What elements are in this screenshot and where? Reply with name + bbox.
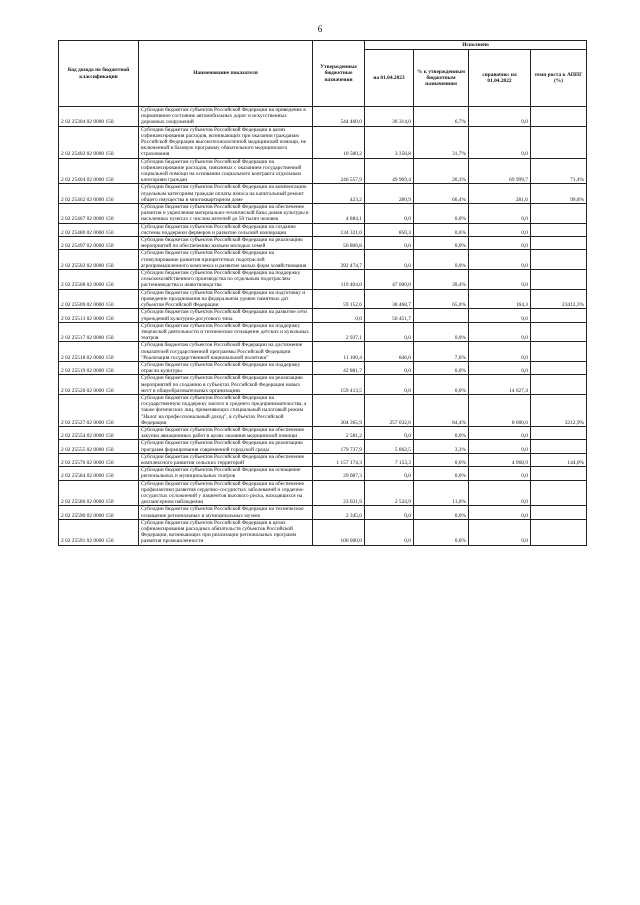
cell-ref: 0,0 xyxy=(469,309,531,322)
cell-code: 2 02 25404 02 0000 150 xyxy=(59,158,139,184)
table-row xyxy=(59,322,587,342)
cell-pct: 31,7% xyxy=(414,126,469,158)
cell-rate xyxy=(531,223,587,236)
cell-code: 2 02 25576 02 0000 150 xyxy=(59,453,139,466)
cell-rate xyxy=(531,309,587,322)
cell-exec: 850,3 xyxy=(365,223,414,236)
cell-plan: 392 474,7 xyxy=(313,250,365,270)
cell-rate: 3212,9% xyxy=(531,394,587,426)
cell-rate: 23412,3% xyxy=(531,289,587,309)
cell-ref: 0,0 xyxy=(469,467,531,480)
cell-name: Субсидии бюджетам субъектов Российской Федерации на стимулирование развития приоритетных подотраслей агропромышленного комплекса и развитие малых форм хозяйствования xyxy=(139,250,313,270)
budget-execution-table xyxy=(58,40,587,546)
table-row xyxy=(59,467,587,480)
cell-name: Субсидии бюджетам субъектов Российской Федерации на создание системы поддержки фермеров и развитие сельской кооперации xyxy=(139,223,313,236)
table-row xyxy=(59,453,587,466)
cell-exec: 0,0 xyxy=(365,519,414,545)
cell-exec: 2 524,9 xyxy=(365,480,414,506)
cell-name: Субсидии бюджетам субъектов Российской Федерации на компенсацию отдельным категориям граждан оплаты взноса на капитальный ремонт общего имущества в многоквартирном доме xyxy=(139,184,313,204)
cell-exec: 7 153,3 xyxy=(365,453,414,466)
cell-name: Субсидии бюджетам субъектов Российской Федерации на обеспечение закупки авиационных работ в целях оказания медицинской помощи xyxy=(139,426,313,439)
cell-code: 2 02 25518 02 0000 150 xyxy=(59,342,139,362)
cell-exec: 3 356,8 xyxy=(365,126,414,158)
cell-ref: 0,0 xyxy=(469,361,531,374)
cell-ref: 164,3 xyxy=(469,289,531,309)
cell-name: Субсидии бюджетам субъектов Российской Федерации в целях софинансирования расходных обязательств субъектов Российской Федерации, возникающих при реализации региональных программ развития промышленности xyxy=(139,519,313,545)
cell-pct: 11,0% xyxy=(414,480,469,506)
page-number: 6 xyxy=(317,24,323,34)
cell-exec: 47 000,0 xyxy=(365,270,414,290)
cell-name: Субсидии бюджетам субъектов Российской Федерации на обеспечение комплексного развития сельских территорий xyxy=(139,453,313,466)
cell-rate xyxy=(531,440,587,453)
cell-plan: 100 000,0 xyxy=(313,519,365,545)
cell-exec: 0,0 xyxy=(365,375,414,395)
cell-ref: 4 968,9 xyxy=(469,453,531,466)
cell-rate xyxy=(531,342,587,362)
cell-pct: 0,6% xyxy=(414,453,469,466)
cell-code: 2 02 25584 02 0000 150 xyxy=(59,467,139,480)
cell-plan: 119 404,0 xyxy=(313,270,365,290)
cell-ref: 0,0 xyxy=(469,250,531,270)
cell-rate xyxy=(531,250,587,270)
cell-code: 2 02 25480 02 0000 150 xyxy=(59,223,139,236)
cell-exec: 0,0 xyxy=(365,204,414,224)
cell-plan: 159 413,5 xyxy=(313,375,365,395)
cell-exec: 5 862,5 xyxy=(365,440,414,453)
cell-code: 2 02 25497 02 0000 150 xyxy=(59,237,139,250)
cell-plan: 29 087,3 xyxy=(313,467,365,480)
cell-code: 2 02 25519 02 0000 150 xyxy=(59,361,139,374)
cell-ref: 0,0 xyxy=(469,126,531,158)
cell-plan: 0,0 xyxy=(313,309,365,322)
cell-code: 2 02 25467 02 0000 150 xyxy=(59,204,139,224)
header-ref: справочно: на 01.04.2022 xyxy=(469,50,531,107)
table-row xyxy=(59,126,587,158)
table-row xyxy=(59,375,587,395)
table-row xyxy=(59,204,587,224)
cell-plan: 23 031,9 xyxy=(313,480,365,506)
cell-ref: 0,0 xyxy=(469,322,531,342)
cell-name: Субсидия бюджетам субъектов Российской Федерации на достижение показателей государственной программы Российской Федерации "Реализация государственной национальной политики" xyxy=(139,342,313,362)
cell-code: 2 02 25520 02 0000 150 xyxy=(59,375,139,395)
cell-plan: 42 881,7 xyxy=(313,361,365,374)
cell-pct: 0,0% xyxy=(414,426,469,439)
cell-plan: 134 321,0 xyxy=(313,223,365,236)
header-name: Наименование показателя xyxy=(139,41,313,107)
cell-code: 2 02 25591 02 0000 150 xyxy=(59,519,139,545)
cell-rate xyxy=(531,237,587,250)
cell-pct: 84,4% xyxy=(414,394,469,426)
cell-pct: 20,3% xyxy=(414,158,469,184)
cell-rate xyxy=(531,204,587,224)
cell-plan: 59 152,6 xyxy=(313,289,365,309)
cell-name: Субсидии бюджетам субъектов Российской Федерации на поддержку отрасли культуры xyxy=(139,361,313,374)
cell-plan: 304 365,9 xyxy=(313,394,365,426)
header-plan: Утвержденные бюджетные назначения xyxy=(313,41,365,107)
table-row xyxy=(59,426,587,439)
cell-ref: 0,0 xyxy=(469,426,531,439)
cell-plan: 2 937,1 xyxy=(313,322,365,342)
cell-name: Субсидии бюджетам субъектов Российской Федерации на поддержку творческой деятельности и техническое оснащение детских и кукольных театров xyxy=(139,322,313,342)
cell-code: 2 02 25517 02 0000 150 xyxy=(59,322,139,342)
cell-code: 2 02 25554 02 0000 150 xyxy=(59,426,139,439)
cell-name: Субсидии бюджетам субъектов Российской Федерации на реализацию мероприятий по созданию в субъектах Российской Федерации новых мест в общеобразовательных организациях xyxy=(139,375,313,395)
header-execution-group: Исполнено xyxy=(365,41,587,50)
cell-ref: 0,0 xyxy=(469,107,531,127)
cell-exec: 49 969,4 xyxy=(365,158,414,184)
cell-pct: 0,0% xyxy=(414,506,469,519)
cell-plan: 2 345,0 xyxy=(313,506,365,519)
cell-plan: 179 737,9 xyxy=(313,440,365,453)
cell-name: Субсидии бюджетам субъектов Российской Федерации на реализацию мероприятий по обеспечению жильем молодых семей xyxy=(139,237,313,250)
cell-exec: 280,9 xyxy=(365,184,414,204)
cell-exec: 0,0 xyxy=(365,467,414,480)
cell-name: Субсидии бюджетам субъектов Российской Федерации на государственную поддержку малого и среднего предпринимательства, а также физических лиц, применяющих специальный налоговый режим "Налог на профессиональный доход", в субъектах Российской Федерации xyxy=(139,394,313,426)
cell-rate xyxy=(531,322,587,342)
cell-exec: 56 451,7 xyxy=(365,309,414,322)
cell-plan: 50 806,8 xyxy=(313,237,365,250)
cell-rate xyxy=(531,270,587,290)
cell-pct: 0,0% xyxy=(414,467,469,480)
cell-name: Субсидии бюджетам субъектов Российской Федерации на приведение в нормативное состояние автомобильных дорог и искусственных дорожных сооружений xyxy=(139,107,313,127)
cell-pct: 0,0% xyxy=(414,204,469,224)
cell-ref: 0,0 xyxy=(469,342,531,362)
cell-name: Субсидии бюджетам субъектов Российской Федерации на оснащение региональных и муниципальных театров xyxy=(139,467,313,480)
cell-name: Субсидии бюджетам субъектов Российской Федерации на реализацию программ формирования современной городской среды xyxy=(139,440,313,453)
cell-exec: 257 032,6 xyxy=(365,394,414,426)
cell-plan: 1 157 174,3 xyxy=(313,453,365,466)
table-row xyxy=(59,223,587,236)
cell-code: 2 02 25555 02 0000 150 xyxy=(59,440,139,453)
cell-name: Субсидии бюджетам субъектов Российской Федерации на подготовку и проведение празднования на федеральном уровне памятных дат субъектов Российской Федерации xyxy=(139,289,313,309)
cell-name: Субсидии бюджетам субъектов Российской Федерации на поддержку сельскохозяйственного производства по отдельным подотраслям растениеводства и животноводства xyxy=(139,270,313,290)
cell-code: 2 02 25586 02 0000 150 xyxy=(59,480,139,506)
table-row xyxy=(59,158,587,184)
cell-ref: 0,0 xyxy=(469,440,531,453)
table-row xyxy=(59,361,587,374)
cell-pct: 0,0% xyxy=(414,250,469,270)
table-row xyxy=(59,250,587,270)
table-row xyxy=(59,184,587,204)
table-row xyxy=(59,394,587,426)
cell-ref: 281,6 xyxy=(469,184,531,204)
cell-exec: 0,0 xyxy=(365,361,414,374)
cell-rate xyxy=(531,107,587,127)
cell-exec: 0,0 xyxy=(365,426,414,439)
cell-exec: 0,0 xyxy=(365,237,414,250)
cell-plan: 11 100,4 xyxy=(313,342,365,362)
cell-rate xyxy=(531,506,587,519)
cell-pct: 0,0% xyxy=(414,322,469,342)
table-row xyxy=(59,289,587,309)
cell-name: Субсидии бюджетам субъектов Российской Федерации на техническое оснащение региональных и муниципальных музеев xyxy=(139,506,313,519)
cell-pct: 0,6% xyxy=(414,223,469,236)
table-row xyxy=(59,342,587,362)
cell-exec: 36 314,0 xyxy=(365,107,414,127)
cell-ref: 0,0 xyxy=(469,270,531,290)
header-code: Код дохода по бюджетной классификации xyxy=(59,41,139,107)
cell-pct: 65,0% xyxy=(414,289,469,309)
cell-plan: 544 460,0 xyxy=(313,107,365,127)
header-exec: на 01.04.2023 xyxy=(365,50,414,107)
cell-ref: 14 627,4 xyxy=(469,375,531,395)
cell-ref: 0,0 xyxy=(469,506,531,519)
cell-rate xyxy=(531,361,587,374)
cell-rate: 71,4% xyxy=(531,158,587,184)
cell-code: 2 02 25590 02 0000 150 xyxy=(59,506,139,519)
cell-pct: 3,3% xyxy=(414,440,469,453)
cell-ref: 8 000,0 xyxy=(469,394,531,426)
cell-name: Субсидии бюджетам субъектов Российской Федерации на обеспечение профилактики развития сердечно-сосудистых заболеваний и сердечно-сосудистых осложнений у пациентов высокого риска, находящихся на диспансерном наблюдении xyxy=(139,480,313,506)
cell-name: Субсидии бюджетам субъектов Российской Федерации в целях софинансирования расходов, возникающих при оказании гражданам Российской Федерации высокотехнологичной медицинской помощи, не включенной в базовую программу обязательного медицинского страхования xyxy=(139,126,313,158)
cell-rate: 144,0% xyxy=(531,453,587,466)
cell-pct: 0,0% xyxy=(414,375,469,395)
cell-code: 2 02 25509 02 0000 150 xyxy=(59,289,139,309)
cell-exec: 0,0 xyxy=(365,250,414,270)
cell-rate: 99,8% xyxy=(531,184,587,204)
cell-plan: 4 884,1 xyxy=(313,204,365,224)
cell-ref: 0,0 xyxy=(469,237,531,250)
cell-exec: 0,0 xyxy=(365,322,414,342)
cell-code: 2 02 25304 02 0000 150 xyxy=(59,107,139,127)
cell-plan: 10 580,2 xyxy=(313,126,365,158)
cell-code: 2 02 25508 02 0000 150 xyxy=(59,270,139,290)
table-row xyxy=(59,480,587,506)
cell-code: 2 02 25462 02 0000 150 xyxy=(59,184,139,204)
cell-rate xyxy=(531,480,587,506)
cell-pct: 6,7% xyxy=(414,107,469,127)
cell-name: Субсидии бюджетам субъектов Российской Федерации на обеспечение развития и укрепления материально-технической базы домов культуры в населенных пунктах с числом жителей до 50 тысяч человек xyxy=(139,204,313,224)
cell-ref: 0,0 xyxy=(469,519,531,545)
table-body xyxy=(59,107,587,546)
cell-pct: 0,0% xyxy=(414,361,469,374)
cell-pct: 66,4% xyxy=(414,184,469,204)
cell-exec: 846,0 xyxy=(365,342,414,362)
header-pct: % к утвержденным бюджетным назначениям xyxy=(414,50,469,107)
cell-code: 2 02 25513 02 0000 150 xyxy=(59,309,139,322)
cell-pct: 0,0% xyxy=(414,519,469,545)
table-row xyxy=(59,506,587,519)
cell-rate xyxy=(531,467,587,480)
cell-plan: 2 581,2 xyxy=(313,426,365,439)
cell-ref: 0,0 xyxy=(469,223,531,236)
cell-code: 2 02 25527 02 0000 150 xyxy=(59,394,139,426)
cell-plan: 246 557,9 xyxy=(313,158,365,184)
cell-ref: 0,0 xyxy=(469,480,531,506)
cell-rate xyxy=(531,426,587,439)
cell-exec: 0,0 xyxy=(365,506,414,519)
header-rate: темп роста к АППГ (%) xyxy=(531,50,587,107)
cell-name: Субсидии бюджетам субъектов Российской Федерации на софинансирование расходов, связанных с оказанием государственной социальной помощи на основании социального контракта отдельным категориям граждан xyxy=(139,158,313,184)
cell-code: 2 02 25502 02 0000 150 xyxy=(59,250,139,270)
cell-rate xyxy=(531,126,587,158)
table-row xyxy=(59,440,587,453)
cell-pct: 7,6% xyxy=(414,342,469,362)
cell-plan: 423,2 xyxy=(313,184,365,204)
table-row xyxy=(59,107,587,127)
cell-pct xyxy=(414,309,469,322)
cell-ref: 69 999,7 xyxy=(469,158,531,184)
cell-code: 2 02 25402 02 0000 150 xyxy=(59,126,139,158)
cell-rate xyxy=(531,375,587,395)
cell-rate xyxy=(531,519,587,545)
table-row xyxy=(59,237,587,250)
cell-pct: 39,4% xyxy=(414,270,469,290)
table-row xyxy=(59,270,587,290)
cell-exec: 38 468,7 xyxy=(365,289,414,309)
table-row xyxy=(59,519,587,545)
cell-ref: 0,0 xyxy=(469,204,531,224)
table-row xyxy=(59,309,587,322)
cell-pct: 0,0% xyxy=(414,237,469,250)
cell-name: Субсидии бюджетам субъектов Российской Федерации на развитие сети учреждений культурно-досугового типа xyxy=(139,309,313,322)
